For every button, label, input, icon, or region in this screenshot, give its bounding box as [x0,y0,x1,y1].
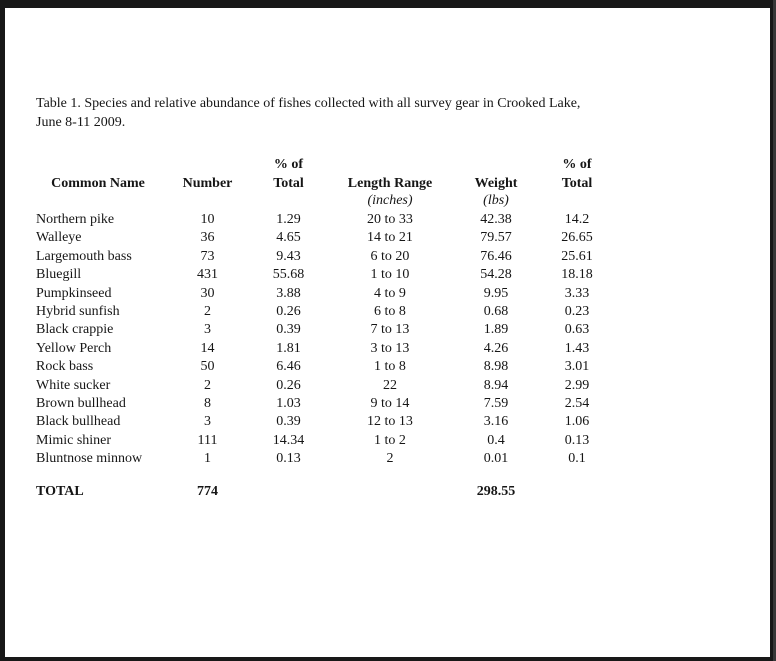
cell-pct-total: 0.26 [276,377,301,393]
col-header-common-name [36,156,160,211]
cell-weight: 9.95 [483,285,509,301]
table-row [36,266,620,284]
cell-pct-total: 0.39 [276,322,301,338]
cell-number: 73 [200,248,215,264]
cell-weight-pct-total: 0.23 [564,304,590,320]
cell-number: 2 [204,377,211,393]
table-row [36,321,620,339]
total-length-spacer [322,469,458,502]
cell-pct-total: 1.81 [276,340,301,356]
cell-number: 50 [200,359,215,375]
col-header-label: Common Name [51,175,145,191]
table-row [36,413,620,431]
cell-weight-pct-total: 14.2 [564,212,590,227]
cell-number: 30 [200,285,215,301]
total-number: 774 [197,483,218,499]
species-abundance-table [36,156,620,502]
cell-common-name: Bluntnose minnow [36,451,143,467]
table-row [36,340,620,358]
cell-length-range: 12 to 13 [367,414,413,430]
cell-weight: 7.59 [483,396,509,412]
cell-weight-pct-total: 25.61 [561,248,593,264]
table-row [36,450,620,468]
cell-weight-pct-total: 3.33 [564,285,590,301]
cell-common-name: White sucker [36,377,111,393]
cell-weight: 8.98 [483,359,509,375]
col-header-label: Total [561,175,593,191]
col-header-top [322,156,458,175]
cell-pct-total: 14.34 [272,432,305,448]
col-header-weight-pct-total [534,156,620,211]
cell-number: 431 [197,267,218,283]
cell-length-range: 1 to 10 [370,267,410,283]
cell-weight-pct-total: 18.18 [561,267,593,283]
table-caption-line-2: June 8-11 2009. [36,115,126,130]
col-header-sub: (inches) [367,193,413,208]
table-row [36,432,620,450]
col-header-number [160,156,255,211]
col-header-label: Total [273,175,304,191]
cell-number: 10 [200,212,215,227]
cell-number: 1 [204,451,211,467]
col-header-weight [458,156,534,211]
col-header-length-range [322,156,458,211]
cell-weight: 79.57 [480,230,512,246]
cell-common-name: Largemouth bass [36,248,132,264]
cell-weight-pct-total: 0.1 [568,451,586,467]
cell-number: 36 [200,230,215,246]
cell-weight: 0.01 [483,451,509,467]
col-header-top [36,156,160,175]
col-header-sub [36,193,160,211]
col-header-label: Length Range [347,175,433,191]
cell-common-name: Pumpkinseed [36,285,112,301]
total-weight: 298.55 [476,483,516,499]
table-caption-line-1: Table 1. Species and relative abundance of fishes collected with all survey gear in Crooked Lake, [36,96,581,111]
cell-weight-pct-total: 0.13 [564,432,590,448]
cell-weight: 76.46 [480,248,512,264]
cell-common-name: Rock bass [36,359,94,375]
cell-pct-total: 0.39 [276,414,301,430]
col-header-top [458,156,534,175]
cell-common-name: Black crappie [36,322,114,338]
cell-length-range: 9 to 14 [370,396,410,412]
table-row [36,285,620,303]
cell-number: 111 [197,432,218,448]
cell-pct-total: 9.43 [276,248,301,264]
cell-length-range: 22 [383,377,397,393]
cell-common-name: Hybrid sunfish [36,304,120,320]
cell-number: 14 [200,340,215,356]
table-body [36,211,620,469]
cell-weight: 54.28 [480,267,512,283]
total-weight-pct-spacer [534,469,620,502]
cell-pct-total: 55.68 [272,267,305,283]
table-row [36,358,620,376]
total-row [36,469,620,502]
cell-weight: 4.26 [483,340,509,356]
cell-weight-pct-total: 0.63 [564,322,590,338]
cell-pct-total: 0.13 [276,451,301,467]
cell-length-range: 6 to 20 [370,248,410,264]
cell-number: 8 [204,396,211,412]
cell-length-range: 1 to 8 [374,359,406,375]
col-header-sub [255,193,322,211]
cell-weight: 3.16 [483,414,509,430]
cell-weight: 0.4 [487,432,505,448]
cell-pct-total: 1.29 [276,212,301,227]
table-row [36,248,620,266]
col-header-pct-total [255,156,322,211]
cell-weight: 0.68 [483,304,509,320]
cell-weight-pct-total: 1.43 [564,340,590,356]
total-label: TOTAL [36,483,84,499]
table-caption [36,94,580,132]
cell-number: 3 [204,322,211,338]
cell-common-name: Brown bullhead [36,396,126,412]
cell-common-name: Walleye [36,230,82,246]
cell-weight-pct-total: 1.06 [564,414,590,430]
table-row [36,395,620,413]
cell-common-name: Mimic shiner [36,432,112,448]
cell-pct-total: 4.65 [276,230,301,246]
cell-weight: 1.89 [483,322,509,338]
cell-pct-total: 6.46 [276,359,301,375]
document-page [5,8,770,657]
cell-pct-total: 3.88 [276,285,301,301]
cell-number: 2 [204,304,211,320]
cell-common-name: Yellow Perch [36,340,112,356]
cell-length-range: 2 [386,451,394,467]
cell-common-name: Bluegill [36,267,82,283]
cell-length-range: 20 to 33 [367,212,413,227]
header-row [36,156,620,211]
cell-weight-pct-total: 3.01 [564,359,590,375]
total-pct-spacer [255,469,322,502]
cell-number: 3 [204,414,211,430]
cell-length-range: 14 to 21 [367,230,413,246]
cell-length-range: 3 to 13 [370,340,410,356]
cell-weight-pct-total: 26.65 [561,230,593,246]
table-row [36,303,620,321]
col-header-label: Weight [474,175,518,191]
col-header-sub [160,193,255,211]
col-header-top: % of [273,157,304,172]
table-row [36,377,620,395]
cell-common-name: Black bullhead [36,414,121,430]
cell-length-range: 7 to 13 [370,322,410,338]
col-header-sub: (lbs) [483,193,509,208]
cell-length-range: 4 to 9 [374,285,406,301]
cell-pct-total: 1.03 [276,396,301,412]
cell-common-name: Northern pike [36,212,115,227]
cell-length-range: 6 to 8 [374,304,406,320]
cell-weight: 8.94 [483,377,509,393]
cell-weight-pct-total: 2.99 [564,377,590,393]
col-header-label: Number [182,175,233,191]
col-header-sub [534,193,620,211]
table-row [36,229,620,247]
cell-pct-total: 0.26 [276,304,301,320]
table-row [36,211,620,229]
col-header-top: % of [562,157,592,172]
cell-weight: 42.38 [480,212,512,227]
cell-weight-pct-total: 2.54 [564,396,590,412]
col-header-top [160,156,255,175]
cell-length-range: 1 to 2 [374,432,406,448]
